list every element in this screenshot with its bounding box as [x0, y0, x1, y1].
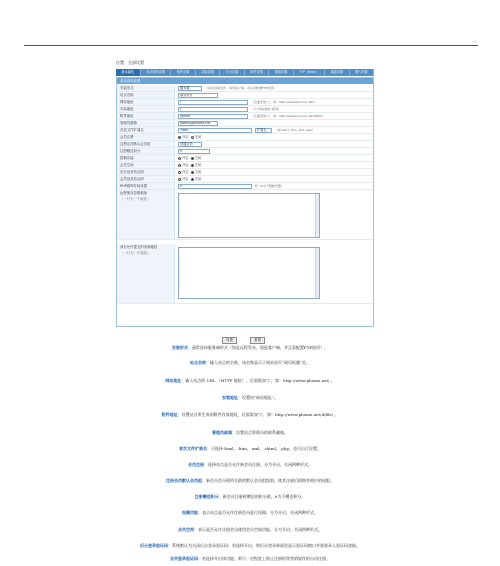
tab-5[interactable]: 邮件设置 [245, 69, 270, 76]
textarea-scrollbar[interactable] [315, 194, 319, 237]
index-ext-input[interactable]: .html [178, 128, 252, 133]
row-index-ext [117, 127, 373, 134]
radio-off-label: 关闭 [194, 156, 202, 160]
site-url-label: 网站地址 [120, 100, 134, 104]
radio-off-icon[interactable] [191, 136, 194, 139]
top-divider [24, 45, 478, 46]
radio-off-icon[interactable] [191, 178, 194, 181]
description-line [0, 395, 500, 401]
row-member-group [117, 141, 373, 148]
form-header: 基本选项设置 [117, 78, 373, 84]
row-anti-leech [117, 190, 373, 240]
tab-1[interactable]: 全站调用设置 [141, 69, 172, 76]
radio-on-icon[interactable] [178, 171, 181, 174]
member-code-radios[interactable] [178, 176, 201, 183]
description-term: 管理员邮箱： [212, 430, 236, 435]
description-line [0, 478, 500, 484]
member-space-radios[interactable] [178, 162, 201, 169]
radio-on-label: 开启 [182, 163, 189, 167]
site-url-hint: （后面需加“/”，如：http://www.phome.net/） [251, 100, 317, 104]
row-install-mode [117, 85, 373, 92]
member-reg-radios[interactable] [178, 134, 201, 141]
radio-on-icon[interactable] [178, 164, 181, 167]
row-member-code [117, 176, 373, 183]
admin-code-label: 后台登录验证码 [120, 170, 144, 174]
row-allow-domain [117, 244, 373, 304]
row-contribute [117, 155, 373, 162]
description-term: 投稿功能： [182, 510, 202, 515]
tab-2[interactable]: 附件设置 [171, 69, 196, 76]
row-admin-code [117, 169, 373, 176]
description-text: 表示是否允许注册会员使用会员空间功能，分为开启、关闭两种形式。 [198, 527, 322, 532]
admin-email-input[interactable]: admin@phome.net [178, 121, 218, 126]
description-line [0, 412, 500, 418]
corner-mark: . [474, 37, 476, 44]
contribute-label: 投稿功能 [120, 156, 134, 160]
install-url-hint: （与“网站地址”相同） [251, 107, 282, 111]
member-group-select[interactable]: 普通会员 [178, 142, 202, 147]
member-group-label: 注册会员默认会员组 [120, 142, 151, 146]
row-admin-email [117, 120, 373, 127]
contribute-radios[interactable] [178, 155, 201, 162]
description-term: 注册赠送积分： [194, 494, 223, 499]
settings-form [116, 77, 374, 327]
row-attach-url [117, 113, 373, 120]
reg-points-input[interactable]: 0 [178, 149, 210, 154]
reg-points-label: 注册赠送积分 [120, 149, 141, 153]
tab-0[interactable]: 基本属性 [116, 69, 141, 76]
description-term: 会员注册： [188, 462, 208, 467]
tab-7[interactable]: FTP（Beta） [294, 69, 325, 76]
radio-on-label: 开启 [182, 177, 189, 181]
member-reg-label: 会员注册 [120, 135, 134, 139]
row-member-space [117, 162, 373, 169]
breadcrumb: 位置：全部设置 [116, 60, 144, 65]
description-term: 安装形式： [171, 345, 192, 350]
radio-off-icon[interactable] [191, 164, 194, 167]
radio-off-label: 关闭 [194, 163, 202, 167]
install-url-input[interactable]: / [178, 107, 248, 112]
row-install-url [117, 106, 373, 113]
member-code-label: 会员登录验证码 [120, 177, 144, 181]
description-term: 首页文件扩展名： [179, 446, 212, 451]
settings-tabs [116, 69, 374, 76]
tab-8[interactable]: 频道设置 [325, 69, 350, 76]
submit-button[interactable]: 设置 [222, 337, 237, 344]
textarea-scrollbar[interactable] [315, 248, 319, 298]
description-line [0, 510, 500, 516]
php-timeout-hint: 秒（0为不限制设置） [255, 184, 284, 188]
row-site-name [117, 92, 373, 99]
radio-on-label: 开启 [182, 170, 189, 174]
description-term: 注册会员默认会员组： [166, 478, 206, 483]
description-text: 可选择.html，.htm，.xml，.shtml，.php，也可自行设置。 [211, 446, 321, 451]
site-name-input[interactable]: 惠普软件 [178, 93, 218, 98]
description-line [0, 494, 500, 500]
description-line [0, 378, 500, 384]
row-site-url [117, 99, 373, 106]
member-space-label: 会员空间 [120, 163, 134, 167]
description-text: 设置站点所生成的附件存放地址，后面需加“/”，如：http://www.phome.net/d/file/ 。 [181, 412, 339, 417]
radio-on-label: 开启 [182, 156, 189, 160]
description-term: 附件地址： [161, 412, 182, 417]
description-term: 安装地址： [221, 395, 242, 400]
php-timeout-label: PHP超时时间设置 [120, 184, 147, 188]
radio-on-icon[interactable] [178, 157, 181, 160]
description-line [0, 462, 500, 468]
index-ext-hint: （如.html,.htm,.xml,.php） [275, 128, 315, 132]
allow-domain-sub: （一行为一个地址） [120, 251, 151, 255]
description-text: 设置同“网站地址”。 [241, 395, 279, 400]
tab-3[interactable]: 功能设置 [196, 69, 221, 76]
attach-url-label: 附件地址 [120, 114, 134, 118]
anti-leech-sub: （一行为一个地址） [120, 197, 151, 201]
description-text: 输入站点的名称，该名称显示于网站首页“网页标题”处。 [209, 360, 311, 365]
description-line [0, 360, 500, 366]
description-text: 选择站点是否允许新会员注册，分为开启、关闭两种形式。 [208, 462, 312, 467]
site-url-input[interactable]: / [178, 100, 248, 105]
description-line [0, 446, 500, 452]
description-term: 会员空间： [178, 527, 198, 532]
allow-domain-textarea[interactable] [178, 247, 320, 299]
radio-on-label: 开启 [182, 135, 189, 139]
install-mode-select[interactable]: 服务器 [178, 86, 202, 91]
install-mode-hint: （如是远程发布，请选客户端，并且需配置FTP选项） [205, 86, 277, 90]
description-line [0, 543, 500, 549]
allow-domain-label: 前台允许提交的来源地址 [120, 245, 158, 249]
settings-panel [116, 60, 374, 342]
attach-url-input[interactable]: /d/file/ [178, 114, 248, 119]
install-mode-label: 安装形式 [120, 86, 134, 90]
description-line [0, 430, 500, 436]
row-php-timeout [117, 183, 373, 190]
description-text: 通常选择服务端形式（如是远程发布，请选客户端，并且需配置FTP选项）。 [191, 345, 329, 350]
reset-button[interactable]: 重置 [250, 337, 265, 344]
radio-off-label: 关闭 [194, 177, 202, 181]
description-text: 设置站点管理员的联系邮箱。 [236, 430, 288, 435]
description-text: 新会员注册时赠送的积分值，0为不赠送积分。 [222, 494, 306, 499]
description-text: 系统默认为关闭后台登录验证码；若选择开启，则后台登录界面会显示验证码窗口并需要录入验证码登陆。 [172, 543, 360, 548]
admin-code-radios[interactable] [178, 169, 201, 176]
description-term: 后台登录验证码： [140, 543, 172, 548]
radio-on-icon[interactable] [178, 178, 181, 181]
description-text: 新会员会员视所关联的默认会员组级别，使其注册后即拥有相应的权限。 [206, 478, 334, 483]
tab-6[interactable]: 模板设置 [269, 69, 294, 76]
install-url-label: 安装地址 [120, 107, 134, 111]
site-name-label: 站点名称 [120, 93, 134, 97]
radio-off-icon[interactable] [191, 157, 194, 160]
row-member-reg [117, 134, 373, 141]
anti-leech-label: 远程保存忽略地址 [120, 191, 148, 195]
description-line [0, 527, 500, 533]
radio-off-label: 关闭 [194, 135, 202, 139]
description-line [0, 556, 500, 562]
index-ext-label: 首页文件扩展名 [120, 128, 144, 132]
radio-off-icon[interactable] [191, 171, 194, 174]
admin-email-label: 管理员邮箱 [120, 121, 137, 125]
description-text: 输入站点的 URL （HTTP 地址），后面需加“/”，如：http://www.phome.net/ 。 [185, 378, 335, 383]
row-reg-points [117, 148, 373, 155]
anti-leech-textarea[interactable] [178, 193, 320, 238]
radio-off-label: 关闭 [194, 170, 202, 174]
description-term: 会员登录验证码： [170, 556, 202, 561]
attach-url-hint: （后面需加“/”，如：http://www.phome.net/d/file/） [251, 114, 326, 118]
tab-4[interactable]: 安全设置 [220, 69, 245, 76]
description-line [0, 345, 500, 351]
description-text: 表示站点是否允许注册会员进行投稿，分为开启、关闭两种形式。 [202, 510, 318, 515]
description-text: 若选择开启该功能，则可一定程度上防止注册机等营销软件的自动注册。 [202, 556, 330, 561]
tab-9[interactable]: 图片设置 [350, 69, 375, 76]
description-term: 网站地址： [165, 378, 186, 383]
description-term: 站点名称： [189, 360, 210, 365]
php-timeout-input[interactable]: 0 [178, 184, 252, 189]
radio-on-icon[interactable] [178, 136, 181, 139]
index-ext-select[interactable]: 扩展名 [255, 128, 272, 133]
